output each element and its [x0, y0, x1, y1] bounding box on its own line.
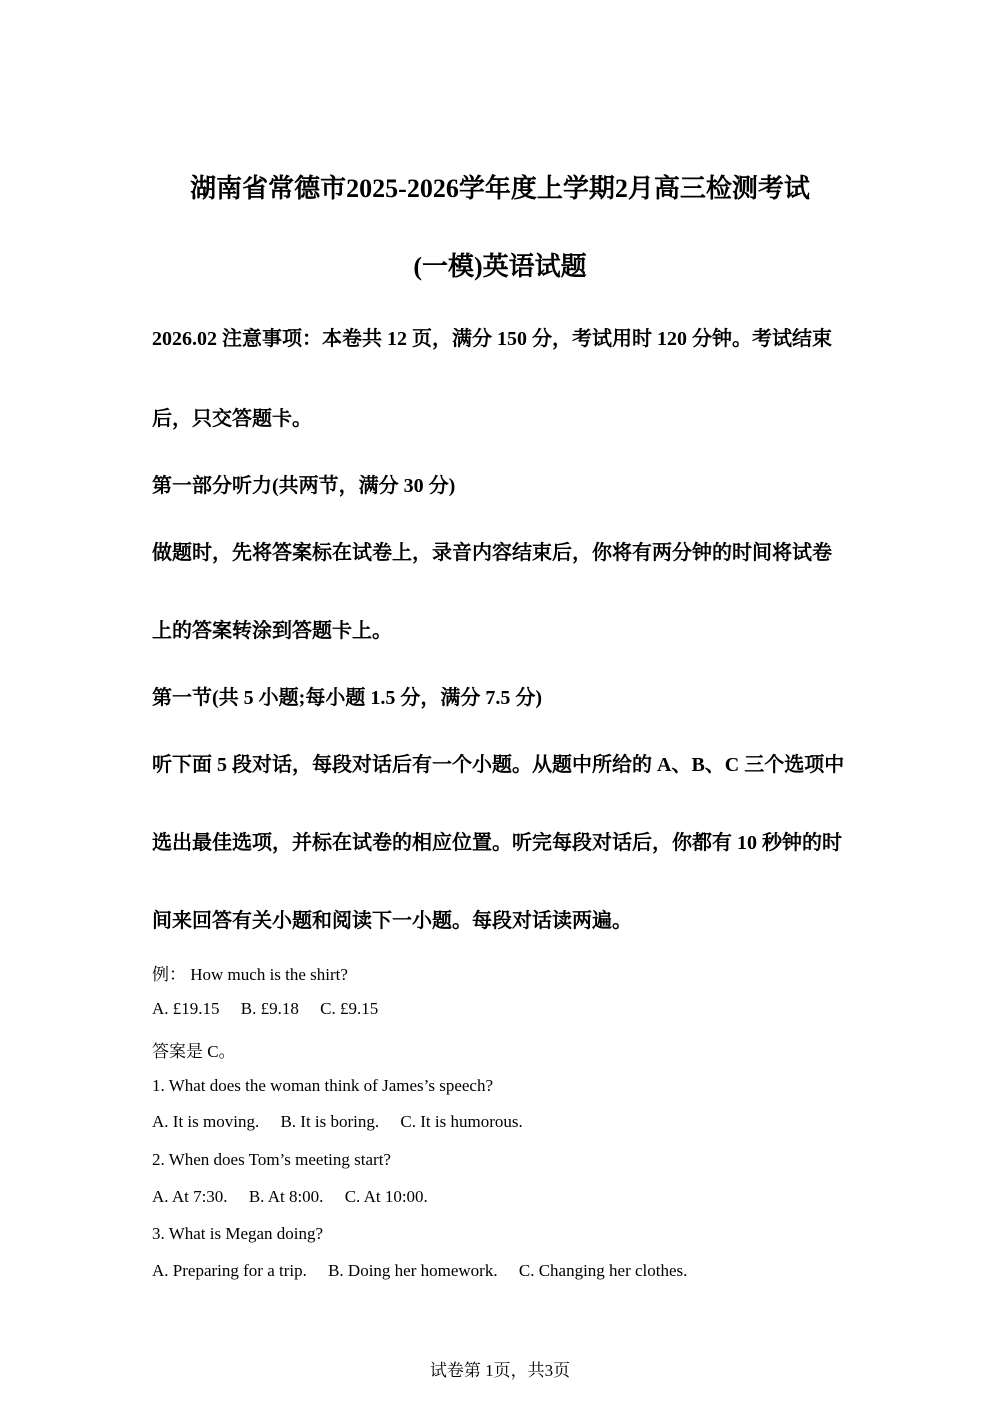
- question-3-options: [152, 1261, 704, 1281]
- question-3-option-a: A. Preparing for a trip.: [152, 1261, 307, 1280]
- exam-title-line1: 湖南省常德市2025-2026学年度上学期2月高三检测考试: [190, 174, 810, 203]
- question-3-option-c: C. Changing her clothes.: [518, 1261, 688, 1280]
- example-question: 例： How much is the shirt?: [152, 965, 348, 984]
- part1-heading: 第一部分听力(共两节，满分 30 分): [152, 475, 456, 497]
- question-2: 2. When does Tom’s meeting start?: [152, 1150, 391, 1169]
- part1-instruction-line2: 上的答案转涂到答题卡上。: [152, 620, 392, 642]
- example-option-a: A. £19.15: [152, 999, 220, 1018]
- question-2-option-a: A. At 7:30.: [152, 1187, 228, 1206]
- question-1-options: [152, 1112, 540, 1132]
- section1-instruction-line2: 选出最佳选项，并标在试卷的相应位置。听完每段对话后，你都有 10 秒钟的时: [152, 832, 842, 854]
- question-1-option-a: A. It is moving.: [152, 1112, 260, 1131]
- notice-line1: 2026.02 注意事项：本卷共 12 页，满分 150 分，考试用时 120 分钟。考试结束: [152, 328, 832, 350]
- question-2-option-b: B. At 8:00.: [248, 1187, 324, 1206]
- question-1-option-b: B. It is boring.: [280, 1112, 380, 1131]
- question-1: 1. What does the woman think of James’s speech?: [152, 1076, 494, 1095]
- question-3: 3. What is Megan doing?: [152, 1224, 324, 1243]
- section1-instruction-line3: 间来回答有关小题和阅读下一小题。每段对话读两遍。: [152, 910, 632, 932]
- notice-line2: 后，只交答题卡。: [152, 408, 312, 430]
- example-answer: 答案是 C。: [152, 1042, 236, 1061]
- question-2-option-c: C. At 10:00.: [344, 1187, 428, 1206]
- exam-title-line2: (一模)英语试题: [413, 252, 587, 281]
- part1-instruction-line1: 做题时，先将答案标在试卷上，录音内容结束后，你将有两分钟的时间将试卷: [152, 542, 832, 564]
- page-footer: 试卷第 1页，共3页: [429, 1361, 571, 1380]
- question-2-options: [152, 1187, 445, 1207]
- question-1-option-c: C. It is humorous.: [400, 1112, 523, 1131]
- example-option-b: B. £9.18: [240, 999, 299, 1018]
- question-3-option-b: B. Doing her homework.: [328, 1261, 498, 1280]
- section1-heading: 第一节(共 5 小题;每小题 1.5 分，满分 7.5 分): [152, 687, 542, 709]
- section1-instruction-line1: 听下面 5 段对话，每段对话后有一个小题。从题中所给的 A、B、C 三个选项中: [152, 754, 845, 776]
- example-options: [152, 999, 395, 1019]
- example-option-c: C. £9.15: [320, 999, 379, 1018]
